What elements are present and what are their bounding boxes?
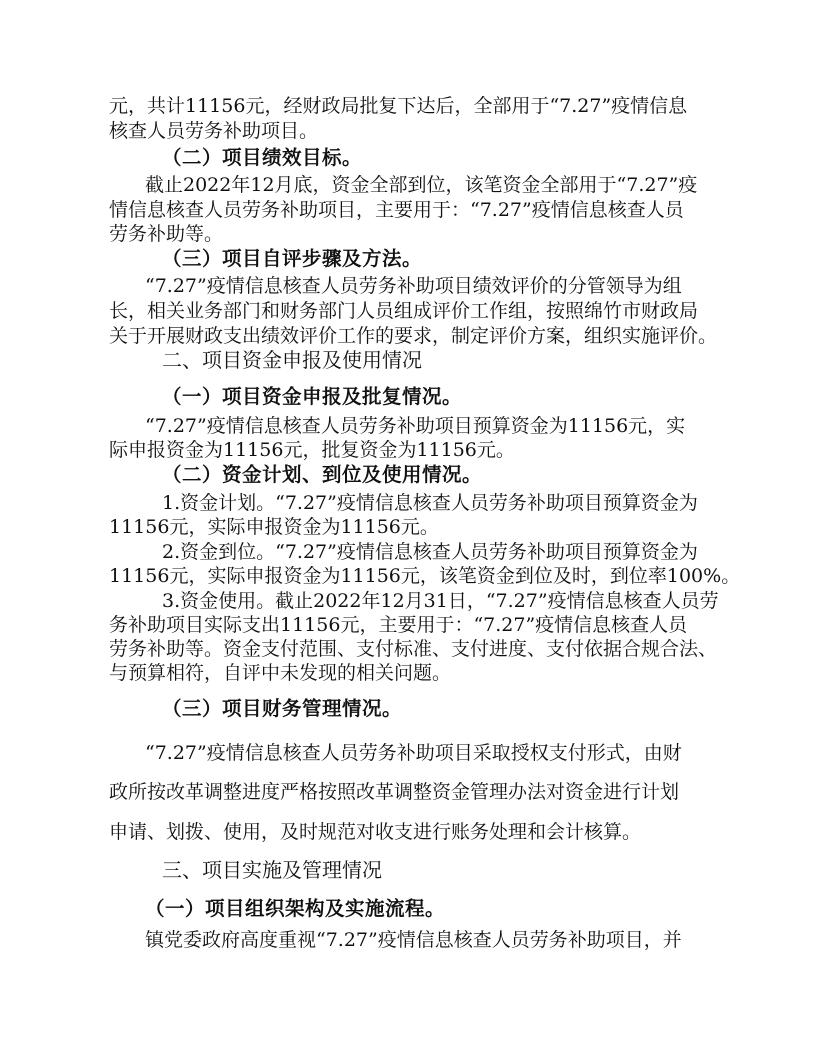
subsection-heading: （一）项目资金申报及批复情况。 (162, 385, 463, 408)
paragraph-line: 与预算相符，自评中未发现的相关问题。 (109, 662, 452, 684)
subsection-heading: （二）项目绩效目标。 (162, 146, 363, 169)
paragraph-line: “7.27”疫情信息核查人员劳务补助项目绩效评价的分管领导为组 (145, 275, 682, 297)
section-heading: 二、项目资金申报及使用情况 (162, 348, 422, 372)
paragraph-line: 际申报资金为11156元，批复资金为11156元。 (109, 439, 515, 461)
paragraph-line: 申请、划拨、使用，及时规范对收支进行账务处理和会计核算。 (109, 821, 642, 843)
paragraph-line: 元，共计11156元，经财政局批复下达后，全部用于“7.27”疫情信息 (109, 95, 688, 117)
subsection-heading: （三）项目自评步骤及方法。 (162, 247, 423, 270)
subsection-heading: （一）项目组织架构及实施流程。 (145, 897, 446, 920)
subsection-heading: （二）资金计划、到位及使用情况。 (162, 463, 483, 486)
paragraph-line: 11156元，实际申报资金为11156元，该笔资金到位及时，到位率100%。 (109, 565, 741, 587)
paragraph-line: 情信息核查人员劳务补助项目，主要用于：“7.27”疫情信息核查人员 (109, 199, 684, 221)
paragraph-line: 镇党委政府高度重视“7.27”疫情信息核查人员劳务补助项目，并 (145, 929, 682, 951)
paragraph-line: 3.资金使用。截止2022年12月31日，“7.27”疫情信息核查人员劳 (162, 590, 719, 612)
paragraph-line: 劳务补助等。 (109, 223, 224, 245)
paragraph-line: 关于开展财政支出绩效评价工作的要求，制定评价方案，组织实施评价。 (109, 325, 718, 347)
paragraph-line: 政所按改革调整进度严格按照改革调整资金管理办法对资金进行计划 (109, 781, 680, 803)
paragraph-line: “7.27”疫情信息核查人员劳务补助项目预算资金为11156元，实 (145, 415, 686, 437)
paragraph-line: 核查人员劳务补助项目。 (109, 120, 319, 142)
section-heading: 三、项目实施及管理情况 (162, 858, 382, 882)
subsection-heading: （三）项目财务管理情况。 (162, 697, 403, 720)
paragraph-line: 11156元，实际申报资金为11156元。 (109, 516, 439, 538)
paragraph-line: 1.资金计划。“7.27”疫情信息核查人员劳务补助项目预算资金为 (162, 492, 698, 514)
paragraph-line: 劳务补助等。资金支付范围、支付标准、支付进度、支付依据合规合法、 (109, 638, 718, 660)
paragraph-line: 2.资金到位。“7.27”疫情信息核查人员劳务补助项目预算资金为 (162, 541, 698, 563)
paragraph-line: 截止2022年12月底，资金全部到位，该笔资金全部用于“7.27”疫 (145, 174, 698, 196)
paragraph-line: 务补助项目实际支出11156元，主要用于：“7.27”疫情信息核查人员 (109, 614, 688, 636)
paragraph-line: 长，相关业务部门和财务部门人员组成评价工作组，按照绵竹市财政局 (109, 300, 699, 322)
paragraph-line: “7.27”疫情信息核查人员劳务补助项目采取授权支付形式，由财 (145, 742, 682, 764)
